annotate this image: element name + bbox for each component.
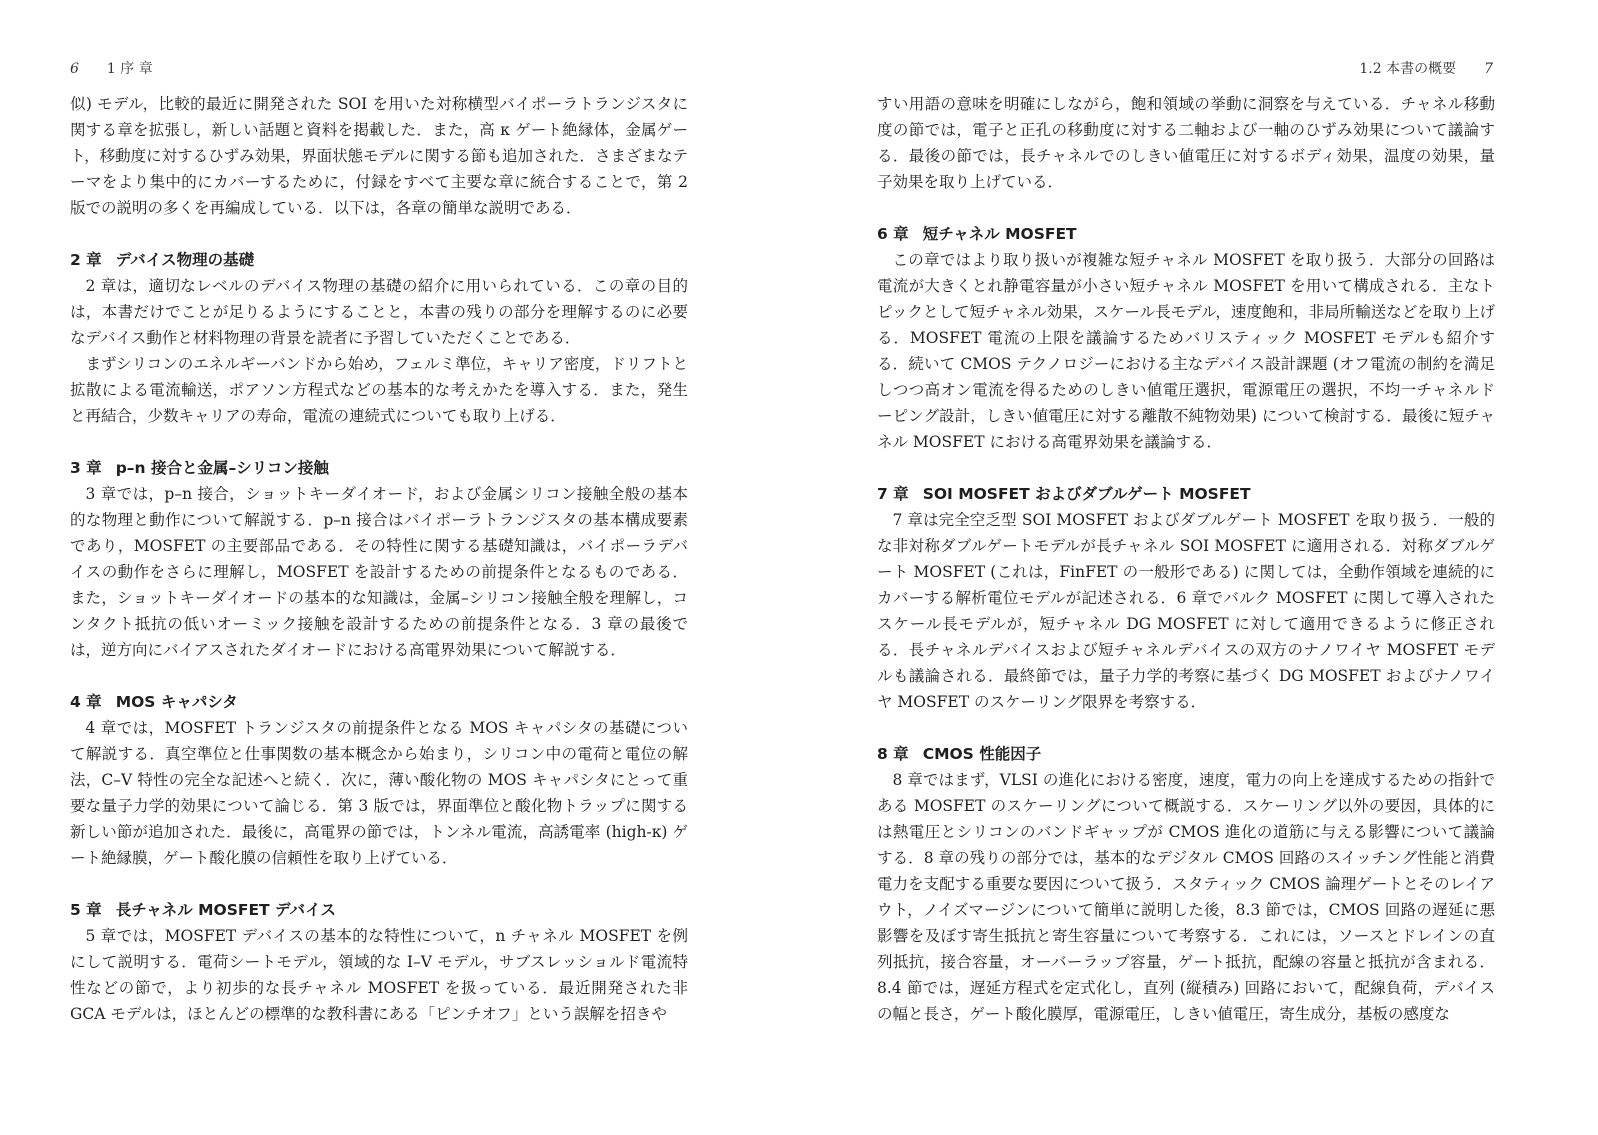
section-chapter-number: 2 章 <box>70 251 102 269</box>
section-paragraph: 2 章は，適切なレベルのデバイス物理の基礎の紹介に用いられている．この章の目的は，本書だけでことが足りるようにすることと，本書の残りの部分を理解するのに必要なデバイス動作と材料物理の背景を読者に予習していただくことである． <box>70 277 688 347</box>
section-chapter-8 <box>877 741 1495 1027</box>
right-page <box>799 0 1598 1135</box>
section-heading <box>877 481 1495 507</box>
section-chapter-7 <box>877 481 1495 715</box>
section-title: p–n 接合と金属–シリコン接触 <box>115 459 329 477</box>
section-chapter-number: 8 章 <box>877 745 909 763</box>
section-title: CMOS 性能因子 <box>922 745 1042 763</box>
section-paragraph: 7 章は完全空乏型 SOI MOSFET およびダブルゲート MOSFET を取り扱う．一般的な非対称ダブルゲートモデルが長チャネル SOI MOSFET に適用される．対称ダブルゲート MOSFET (これは，FinFET の一般形である) に関しては，全動作領域を連続的にカバーする解析電位モデルが記述される．6 章でバルク MOSFET に関して導入されたスケール長モデルが，短チャネル DG MOSFET に対して適用できるように修正される．長チャネルデバイスおよび短チャネルデバイスの双方のナノワイヤ MOSFET モデルも議論される．最終節では，量子力学的考察に基づく DG MOSFET およびナノワイヤ MOSFET のスケーリング限界を考察する． <box>877 511 1495 711</box>
section-paragraph: 8 章ではまず，VLSI の進化における密度，速度，電力の向上を達成するための指針である MOSFET のスケーリングについて概説する．スケーリング以外の要因，具体的には熱電圧とシリコンのバンドギャップが CMOS 進化の道筋に与える影響について議論する．8 章の残りの部分では，基本的なデジタル CMOS 回路のスイッチング性能と消費電力を支配する重要な要因について扱う．スタティック CMOS 論理ゲートとそのレイアウト，ノイズマージンについて簡単に説明した後，8.3 節では，CMOS 回路の遅延に悪影響を及ぼす寄生抵抗と寄生容量について考察する．これには，ソースとドレインの直列抵抗，接合容量，オーバーラップ容量，ゲート抵抗，配線の容量と抵抗が含まれる．8.4 節では，遅延方程式を定式化し，直列 (縦積み) 回路において，配線負荷，デバイスの幅と長さ，ゲート酸化膜厚，電源電圧，しきい値電圧，寄生成分，基板の感度な <box>877 771 1495 1023</box>
left-page-number: 6 <box>70 61 79 77</box>
section-title: 短チャネル MOSFET <box>922 225 1077 243</box>
right-section-title: 1.2 本書の概要 <box>1359 61 1457 77</box>
section-chapter-number: 4 章 <box>70 693 102 711</box>
section-paragraph: この章ではより取り扱いが複雑な短チャネル MOSFET を取り扱う．大部分の回路は電流が大きくとれ静電容量が小さい短チャネル MOSFET を用いて構成される．主なトピックとして短チャネル効果，スケール長モデル，速度飽和，非局所輸送などを取り上げる．MOSFET 電流の上限を議論するためバリスティック MOSFET モデルも紹介する．続いて CMOS テクノロジーにおける主なデバイス設計課題 (オフ電流の制約を満足しつつ高オン電流を得るためのしきい値電圧選択，電源電圧の選択，不均一チャネルドーピング設計，しきい値電圧に対する離散不純物効果) について検討する．最後に短チャネル MOSFET における高電界効果を議論する． <box>877 251 1495 451</box>
right-body <box>877 91 1495 1027</box>
section-title: デバイス物理の基礎 <box>115 251 255 269</box>
left-running-head <box>70 58 153 78</box>
section-heading <box>70 897 688 923</box>
left-intro-paragraph: 似) モデル，比較的最近に開発された SOI を用いた対称横型バイポーラトランジスタに関する章を拡張し，新しい話題と資料を掲載した．また，高 κ ゲート絶縁体，金属ゲート，移動度に対するひずみ効果，界面状態モデルに関する節も追加された．さまざまなテーマをより集中的にカバーするために，付録をすべて主要な章に統合することで，第 2 版での説明の多くを再編成している．以下は，各章の簡単な説明である． <box>70 95 688 217</box>
section-chapter-4 <box>70 689 688 871</box>
left-chapter-title: 1 序 章 <box>106 61 153 77</box>
section-chapter-number: 6 章 <box>877 225 909 243</box>
section-paragraph: 4 章では，MOSFET トランジスタの前提条件となる MOS キャパシタの基礎について解説する．真空準位と仕事関数の基本概念から始まり，シリコン中の電荷と電位の解法，C–V 特性の完全な記述へと続く．次に，薄い酸化物の MOS キャパシタにとって重要な量子力学的効果について論じる．第 3 版では，界面準位と酸化物トラップに関する新しい節が追加された．最後に，高電界の節では，トンネル電流，高誘電率 (high-κ) ゲート絶縁膜，ゲート酸化膜の信頼性を取り上げている． <box>70 719 688 867</box>
section-chapter-6 <box>877 221 1495 455</box>
section-heading <box>70 689 688 715</box>
section-paragraph: 5 章では，MOSFET デバイスの基本的な特性について，n チャネル MOSFET を例にして説明する．電荷シートモデル，領域的な I–V モデル，サブスレッショルド電流特性などの節で，より初歩的な長チャネル MOSFET を扱っている．最近開発された非 GCA モデルは，ほとんどの標準的な教科書にある「ピンチオフ」という誤解を招きや <box>70 927 688 1023</box>
section-heading <box>70 247 688 273</box>
section-title: SOI MOSFET およびダブルゲート MOSFET <box>922 485 1251 503</box>
section-title: MOS キャパシタ <box>115 693 238 711</box>
section-chapter-number: 5 章 <box>70 901 102 919</box>
section-chapter-number: 3 章 <box>70 459 102 477</box>
section-paragraph: 3 章では，p–n 接合，ショットキーダイオード，および金属シリコン接触全般の基本的な物理と動作について解説する．p–n 接合はバイポーラトランジスタの基本構成要素であり，MOSFET の主要部品である．その特性に関する基礎知識は，バイポーラデバイスの動作をさらに理解し，MOSFET を設計するための前提条件となるものである．また，ショットキーダイオードの基本的な知識は，金属–シリコン接触全般を理解し，コンタクト抵抗の低いオーミック接触を設計するための前提条件となる．3 章の最後では，逆方向にバイアスされたダイオードにおける高電界効果について解説する． <box>70 485 688 659</box>
right-intro-paragraph: すい用語の意味を明確にしながら，飽和領域の挙動に洞察を与えている．チャネル移動度の節では，電子と正孔の移動度に対する二軸および一軸のひずみ効果について議論する．最後の節では，長チャネルでのしきい値電圧に対するボディ効果，温度の効果，量子効果を取り上げている． <box>877 95 1495 191</box>
section-heading <box>70 455 688 481</box>
section-chapter-2 <box>70 247 688 429</box>
right-page-number: 7 <box>1484 61 1493 77</box>
section-chapter-number: 7 章 <box>877 485 909 503</box>
right-running-head <box>1359 58 1493 78</box>
section-paragraph: まずシリコンのエネルギーバンドから始め，フェルミ準位，キャリア密度，ドリフトと拡散による電流輸送，ポアソン方程式などの基本的な考えかたを導入する．また，発生と再結合，少数キャリアの寿命，電流の連続式についても取り上げる． <box>70 355 688 425</box>
section-chapter-5 <box>70 897 688 1027</box>
section-title: 長チャネル MOSFET デバイス <box>115 901 336 919</box>
section-heading <box>877 221 1495 247</box>
section-chapter-3 <box>70 455 688 663</box>
section-heading <box>877 741 1495 767</box>
left-body <box>70 91 688 1027</box>
